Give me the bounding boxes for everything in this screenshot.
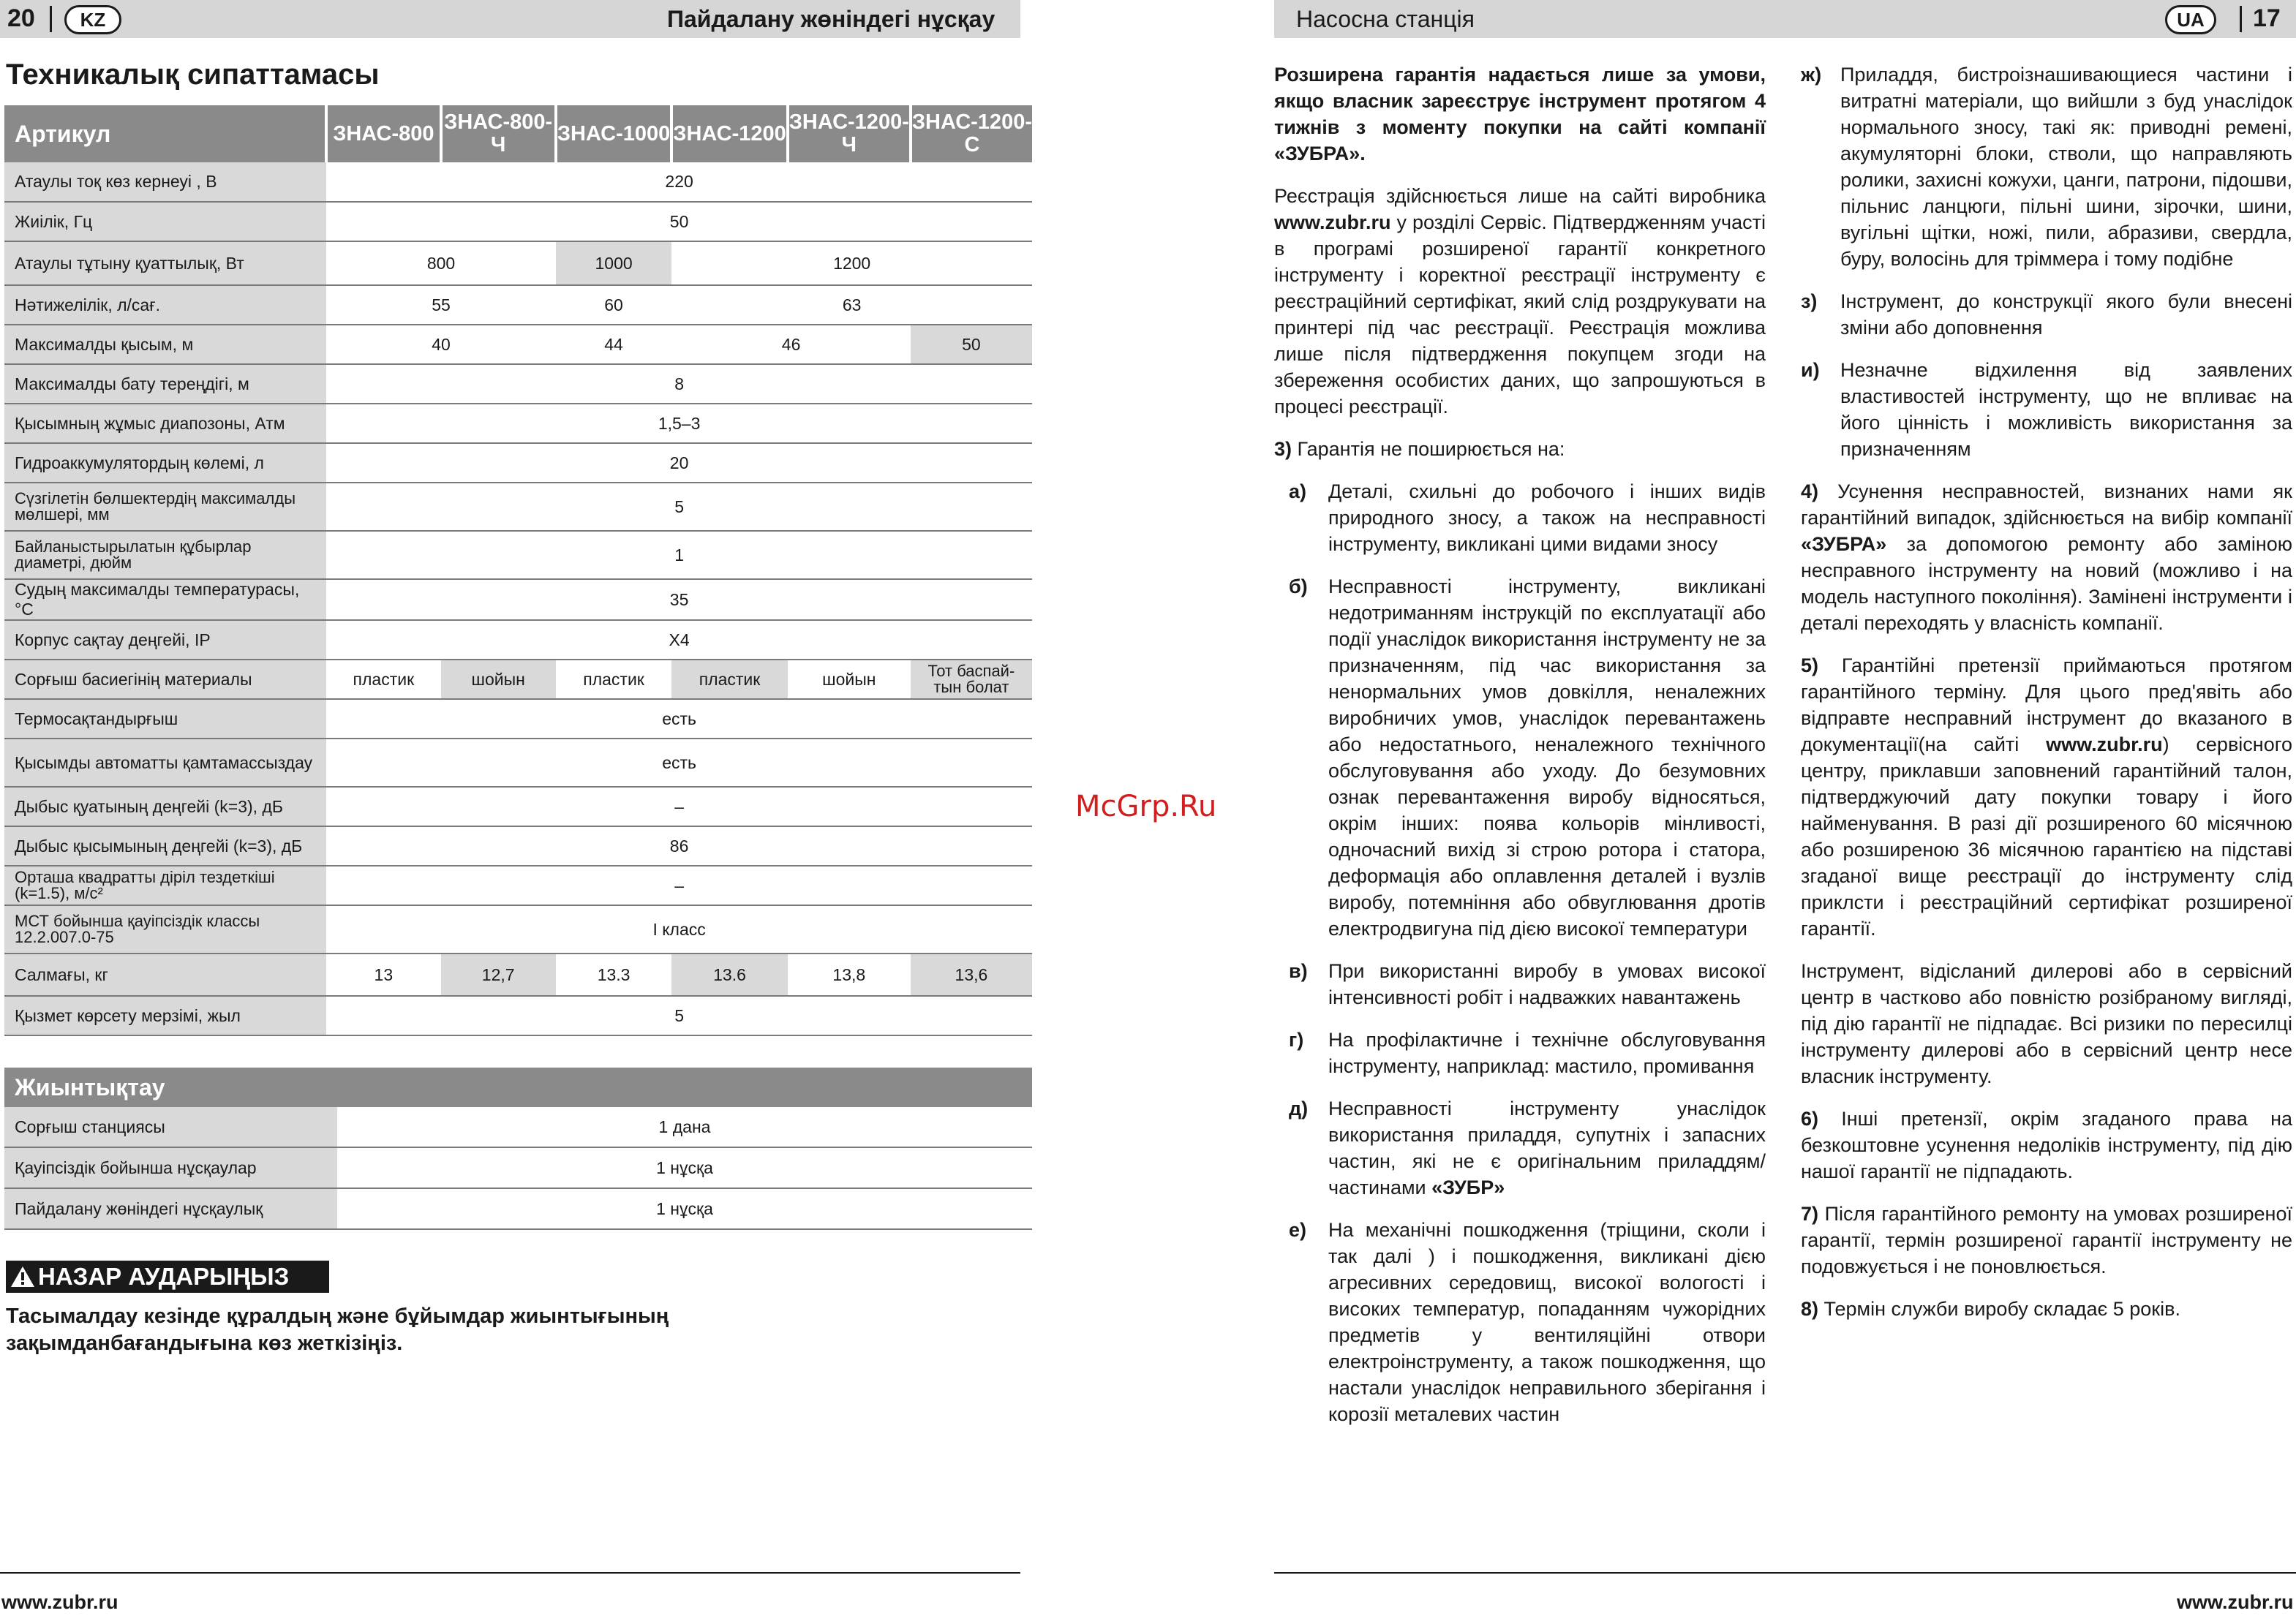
table-row [4, 660, 1032, 699]
table-row [4, 1107, 1032, 1147]
row-label: Салмағы, кг [4, 954, 326, 996]
table-row [4, 483, 1032, 531]
clause-6 [1801, 1106, 2292, 1185]
registration-text: Реєстрація здійснюється лише на сайті виробника [1274, 185, 1766, 207]
exclusions-list [1274, 478, 1766, 1427]
warranty-column-1 [1274, 61, 1766, 1443]
row-label: Қауіпсіздік бойынша нұсқаулар [4, 1147, 337, 1188]
clause-text: Після гарантійного ремонту на умовах розширеної гарантії, термін розширеної гарантії інструменту не подовжується і не поновлюється. [1801, 1203, 2292, 1277]
kit-table [4, 1068, 1032, 1230]
clause-5 [1801, 652, 2292, 942]
clause-number: 5) [1801, 654, 1819, 676]
item-text: Несправності інструменту, викликані недотриманням інструкцій по експлуатації або події унаслідок використання інструменту не за призначенням, під час використання за ненормальних умов довкілля, неналежних виробничих умов, унаслідок перевантажень або недостатнього, неналежного технічного обслуговування або уходу. До безумовних ознак перевантаження виробу відносяться, окрім інших: поява кольорів мінливості, одночасний вихід зі строю ротора і статора, деформація або оплавлення деталей і вузлів виробу, потемніння або обвуглювання дротів електродвигуна під дією високої температури [1328, 575, 1766, 940]
site-link: www.zubr.ru [1274, 211, 1391, 233]
lang-badge-ua: UA [2165, 5, 2216, 34]
row-value: 40 [326, 325, 556, 364]
left-page-number: 20 [7, 4, 35, 32]
row-value: 1000 [556, 241, 671, 285]
row-value: 86 [326, 826, 1032, 866]
row-value: 20 [326, 443, 1032, 483]
item-letter: е) [1289, 1219, 1307, 1241]
row-value: 1 [326, 531, 1032, 579]
spec-header-cell: ЗНАС-800-Ч [441, 105, 556, 162]
kit-title: Жиынтықтау [4, 1068, 1032, 1107]
row-value: пластик [671, 660, 787, 699]
table-row [4, 866, 1032, 905]
table-row [4, 905, 1032, 954]
list-item [1289, 958, 1766, 1011]
list-item [1289, 478, 1766, 557]
row-value: пластик [556, 660, 671, 699]
list-item [1289, 1027, 1766, 1079]
row-label: Термосақтандырғыш [4, 699, 326, 739]
spec-header-cell: ЗНАС-800 [326, 105, 440, 162]
watermark: McGrp.Ru [1075, 790, 1217, 823]
row-label: Дыбыс қуатының деңгейі (k=3), дБ [4, 787, 326, 826]
site-link: www.zubr.ru [2046, 733, 2163, 755]
row-label: Гидроаккумулятордың көлемі, л [4, 443, 326, 483]
table-row [4, 162, 1032, 202]
table-row [4, 699, 1032, 739]
row-label: Байланыстырылатын құбырлар диаметрі, дюйм [4, 531, 326, 579]
list-item [1289, 573, 1766, 942]
table-row [4, 996, 1032, 1035]
row-value: 60 [556, 285, 671, 325]
table-row [4, 579, 1032, 620]
row-value: 1 нұсқа [337, 1188, 1032, 1229]
row-label: МСТ бойынша қауіпсіздік классы 12.2.007.0-75 [4, 905, 326, 954]
table-row [4, 739, 1032, 787]
warning-title: НАЗАР АУДАРЫҢЫЗ [38, 1263, 290, 1290]
row-label: Максималды қысым, м [4, 325, 326, 364]
brand-name: «ЗУБР» [1431, 1177, 1505, 1198]
spec-header-cell: ЗНАС-1200-С [911, 105, 1032, 162]
row-value: 12,7 [441, 954, 556, 996]
clause-number: 4) [1801, 480, 1819, 502]
row-label: Қысымның жұмыс диапозоны, Атм [4, 404, 326, 443]
item-text: Інструмент, до конструкції якого були внесені зміни або доповнення [1840, 290, 2292, 339]
registration-text: у розділі Сервіс. Підтвердженням участі в програмі розширеної гарантії конкретного інструменту і коректної реєстрації інструменту є реєстраційний сертифікат, який слід роздрукувати на принтері під час реєстрації. Реєстрація можлива лише після підтвердження покупцем згоди на збереження особистих даних, що запрошуються в процесі реєстрації. [1274, 211, 1766, 418]
list-item [1289, 1217, 1766, 1427]
table-row [4, 531, 1032, 579]
row-value: 13.6 [671, 954, 787, 996]
row-value: 13,6 [911, 954, 1032, 996]
row-label: Корпус сақтау деңгейі, IP [4, 620, 326, 660]
clause-number: 8) [1801, 1298, 1819, 1320]
clause-3 [1274, 436, 1766, 462]
row-value: 35 [326, 579, 1032, 620]
row-value: 13,8 [788, 954, 911, 996]
left-footer-url: www.zubr.ru [1, 1591, 118, 1613]
clause-text: Гарантійні претензії приймаються протягом гарантійного терміну. Для цього пред'явіть або відправте несправний інструмент до вказаного в документації(на сайті [1801, 654, 2292, 755]
row-value: 220 [326, 162, 1032, 202]
left-header-separator [50, 6, 52, 32]
clause-7 [1801, 1201, 2292, 1280]
row-value: 1200 [671, 241, 1032, 285]
clause-4 [1801, 478, 2292, 636]
row-value: 5 [326, 996, 1032, 1035]
clause-number: 6) [1801, 1108, 1819, 1130]
row-label: Дыбыс қысымының деңгейі (k=3), дБ [4, 826, 326, 866]
row-value: 1 нұсқа [337, 1147, 1032, 1188]
item-letter: в) [1289, 960, 1308, 982]
item-letter: а) [1289, 480, 1307, 502]
row-label: Судың максималды температурасы, °С [4, 579, 326, 620]
row-value: I класс [326, 905, 1032, 954]
right-header-separator [2240, 6, 2242, 32]
row-value: есть [326, 699, 1032, 739]
clause-text: Термін служби виробу складає 5 років. [1818, 1298, 2180, 1320]
item-letter: б) [1289, 575, 1308, 597]
item-text: Приладдя, бистроізнашивающиеся частини і витратні матеріали, що вийшли з буд унаслідок нормального зносу, такі як: приводні ремені, акумуляторні блоки, стволи, що направляють ролики, захисні кожухи, цанги, патрони, підошви, пільнис ланцюги, пільні шини, зірочки, шини, вугільні щітки, ножі, пили, абразиви, свердла, буру, волосінь для тріммера і тому подібне [1840, 64, 2292, 270]
clause-text: ) сервісного центру, приклавши заповнений гарантійний талон, підтверджуючий дату покупки товару і його найменування. В разі дії розширеного 60 місячною або розширеною 36 місячною гарантією на підставі згаданої вище реєстрації до інструменту слід приклсти і реєстраційний сертифікат розширеної гарантії. [1801, 733, 2292, 940]
warning-text: Тасымалдау кезінде құралдың және бұйымдар жиынтығының зақымданбағандығына көз жеткізіңіз. [6, 1304, 669, 1355]
item-letter: з) [1801, 290, 1818, 312]
item-text: На механічні пошкодження (тріщини, сколи і так далі ) і пошкодження, викликані дією агресивних середовищ, високої вологості і високих температур, попаданням чужорідних предметів у вентиляційні отвори електроінструменту, а також пошкодження, що настали унаслідок неправильного зберігання і корозії металевих частин [1328, 1219, 1766, 1425]
row-value: Тот баспай-тын болат [911, 660, 1032, 699]
clause-text: Усунення несправностей, визнаних нами як гарантійний випадок, здійснюється на вибір компанії [1801, 480, 2292, 529]
brand-name: «ЗУБРА» [1801, 533, 1887, 555]
table-row [4, 826, 1032, 866]
row-value: 13 [326, 954, 440, 996]
row-label: Жиілік, Гц [4, 202, 326, 241]
row-value: шойын [788, 660, 911, 699]
list-item [1801, 288, 2292, 341]
clause-text: за допомогою ремонту або заміною несправного інструменту на новий (можливо і на модель наступного покоління). Замінені інструменти і деталі переходять у власність компанії. [1801, 533, 2292, 634]
row-value: 13.3 [556, 954, 671, 996]
table-row [4, 404, 1032, 443]
item-letter: ж) [1801, 64, 1822, 86]
row-value: 50 [326, 202, 1032, 241]
spec-header-cell: ЗНАС-1200-Ч [788, 105, 911, 162]
spec-header-row [4, 105, 1032, 162]
table-row [4, 443, 1032, 483]
row-label: Сорғыш станциясы [4, 1107, 337, 1147]
warranty-intro: Розширена гарантія надається лише за умови, якщо власник зареєструє інструмент протягом 4 тижнів з моменту покупки на сайті компанії «ЗУБРА». [1274, 64, 1766, 165]
clause-text: Гарантія не поширюється на: [1292, 438, 1565, 460]
right-footer-line [1274, 1572, 2296, 1574]
clause-8 [1801, 1296, 2292, 1322]
table-row [4, 1147, 1032, 1188]
row-label: Сүзгілетін бөлшектердің максималды мөлшері, мм [4, 483, 326, 531]
item-text: Деталі, схильні до робочого і інших видів природного зносу, а також на несправності інструменту, викликані цими видами зносу [1328, 480, 1766, 555]
clause-number: 3) [1274, 438, 1292, 460]
table-row [4, 787, 1032, 826]
row-label: Орташа квадратты діріл тездеткіші (k=1.5), м/с² [4, 866, 326, 905]
row-label: Қызмет көрсету мерзімі, жыл [4, 996, 326, 1035]
table-row [4, 620, 1032, 660]
row-label: Максималды бату тереңдігі, м [4, 364, 326, 404]
row-value: 1,5–3 [326, 404, 1032, 443]
row-value: 46 [671, 325, 911, 364]
item-letter: д) [1289, 1098, 1309, 1120]
right-footer-url: www.zubr.ru [2177, 1591, 2294, 1613]
exclusions-list-continued [1801, 61, 2292, 462]
list-item [1801, 357, 2292, 462]
row-value: 800 [326, 241, 556, 285]
row-value: Х4 [326, 620, 1032, 660]
warranty-column-2 [1801, 61, 2292, 1338]
right-page-number: 17 [2253, 4, 2281, 32]
warning-banner [6, 1261, 329, 1293]
row-value: 55 [326, 285, 556, 325]
table-row [4, 1188, 1032, 1229]
section-title: Техникалық сипаттамасы [6, 58, 380, 91]
table-row [4, 364, 1032, 404]
item-text: На профілактичне і технічне обслуговування інструменту, наприклад: мастило, промивання [1328, 1029, 1766, 1077]
list-item [1289, 1095, 1766, 1201]
registration-paragraph [1274, 183, 1766, 420]
item-letter: и) [1801, 359, 1820, 381]
item-text: Несправності інструменту унаслідок використання приладдя, супутніх і запасних частин, які не є оригінальним приладдям/частинами [1328, 1098, 1766, 1198]
table-row [4, 241, 1032, 285]
right-header-title: Насосна станція [1296, 6, 1475, 32]
left-header-title: Пайдалану жөніндегі нұсқау [667, 6, 995, 32]
table-row [4, 285, 1032, 325]
row-value: 5 [326, 483, 1032, 531]
row-label: Сорғыш басиегінің материалы [4, 660, 326, 699]
row-value: – [326, 866, 1032, 905]
item-text: При використанні виробу в умовах високої інтенсивності робіт і надважких навантажень [1328, 960, 1766, 1008]
left-footer-line [0, 1572, 1020, 1574]
lang-badge-kz: KZ [64, 5, 121, 34]
row-label: Пайдалану жөніндегі нұсқаулық [4, 1188, 337, 1229]
clause-number: 7) [1801, 1203, 1819, 1225]
row-value: 63 [671, 285, 1032, 325]
row-label: Атаулы тұтыну қуаттылық, Вт [4, 241, 326, 285]
row-value: шойын [441, 660, 556, 699]
table-row [4, 202, 1032, 241]
row-value: есть [326, 739, 1032, 787]
row-value: пластик [326, 660, 440, 699]
spec-table [4, 105, 1032, 1036]
table-row [4, 954, 1032, 996]
table-row [4, 325, 1032, 364]
row-value: 1 дана [337, 1107, 1032, 1147]
shipping-paragraph: Інструмент, відісланий дилерові або в сервісний центр в частково або повністю розібраному вигляді, під дію гарантії не підпадає. Всі ризики по пересилці інструменту дилерові або в сервісний центр несе власник інструменту. [1801, 960, 2292, 1087]
list-item [1801, 61, 2292, 272]
row-label: Нәтижелілік, л/сағ. [4, 285, 326, 325]
warning-triangle-icon [10, 1266, 35, 1288]
row-label: Атаулы тоқ көз кернеуі , В [4, 162, 326, 202]
item-letter: г) [1289, 1029, 1304, 1051]
spec-header-cell: Артикул [4, 105, 326, 162]
clause-text: Інші претензії, окрім згаданого права на безкоштовне усунення недоліків інструменту, під дію нашої гарантії не підпадають. [1801, 1108, 2292, 1182]
row-value: 44 [556, 325, 671, 364]
row-value: 50 [911, 325, 1032, 364]
row-label: Қысымды автоматты қамтамассыздау [4, 739, 326, 787]
row-value: – [326, 787, 1032, 826]
spec-header-cell: ЗНАС-1000 [556, 105, 671, 162]
kit-header-row [4, 1068, 1032, 1107]
item-text: Незначне відхилення від заявлених властивостей інструменту, що не впливає на його цінність і можливість використання за призначенням [1840, 359, 2292, 460]
spec-header-cell: ЗНАС-1200 [671, 105, 787, 162]
row-value: 8 [326, 364, 1032, 404]
